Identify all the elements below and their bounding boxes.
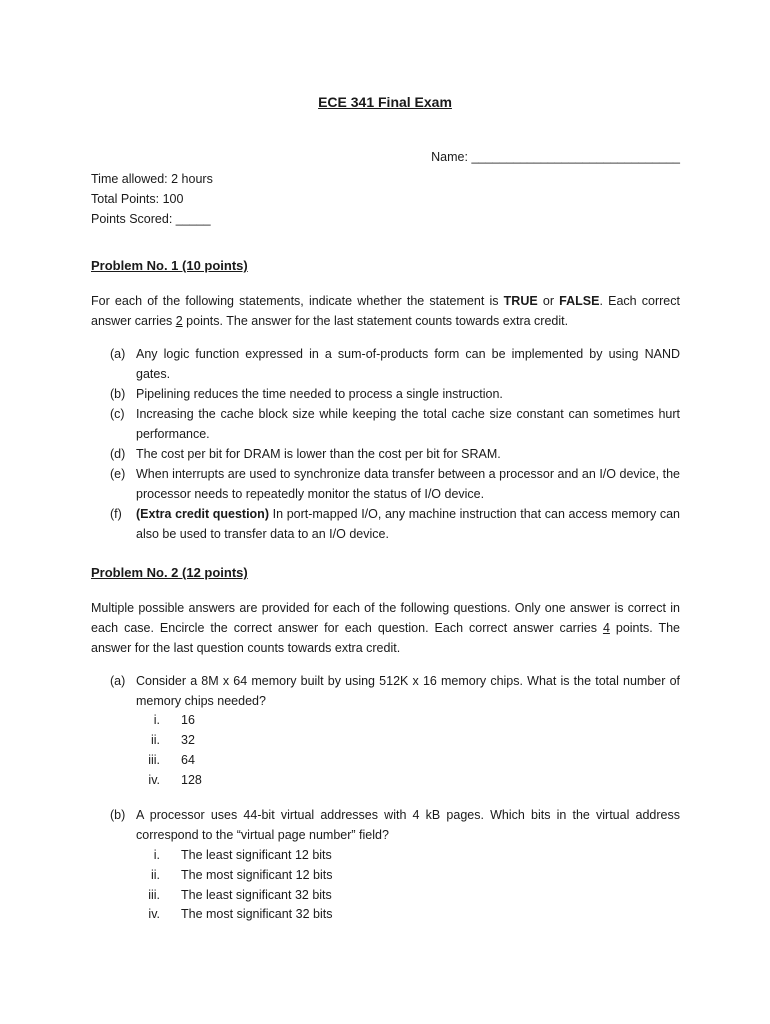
- option-number: iii.: [148, 888, 160, 902]
- p1-intro-c: points. The answer for the last statement counts towards extra credit.: [182, 314, 569, 328]
- statement-label: (f): [110, 507, 122, 521]
- option: [140, 731, 195, 751]
- option: [140, 905, 332, 925]
- extra-credit-tag: (Extra credit question): [136, 507, 269, 521]
- option-text: 16: [181, 713, 195, 727]
- statement-text: When interrupts are used to synchronize data transfer between a processor and an I/O device, the processor needs to repeatedly monitor the status of I/O device.: [136, 467, 680, 501]
- p2-points: 4: [602, 621, 610, 635]
- option-number: ii.: [150, 733, 160, 747]
- p2-intro-a: Multiple possible answers are provided for each of the following questions. Only one answer is correct in each case. Encircle the correct answer for each question. Each correct answer carries: [91, 601, 680, 635]
- option-number: i.: [153, 713, 160, 727]
- problem-2-instructions: [91, 598, 680, 658]
- problem-1-instructions: [91, 291, 680, 331]
- option-number: i.: [153, 848, 160, 862]
- problem-1-heading: Problem No. 1 (10 points): [91, 258, 248, 273]
- statement-d: [110, 444, 680, 464]
- option: [140, 771, 202, 791]
- time-allowed: Time allowed: 2 hours: [91, 172, 213, 186]
- statement-label: (e): [110, 467, 126, 481]
- points-scored: Points Scored: _____: [91, 212, 211, 226]
- option-number: iii.: [148, 753, 160, 767]
- option: [140, 866, 332, 886]
- p1-true: TRUE: [503, 294, 538, 308]
- statement-text: Increasing the cache block size while keeping the total cache size constant can sometimes hurt performance.: [136, 407, 680, 441]
- name-field: [431, 150, 680, 164]
- statement-b: [110, 384, 680, 404]
- statement-text: The cost per bit for DRAM is lower than the cost per bit for SRAM.: [136, 447, 501, 461]
- statement-text: Pipelining reduces the time needed to process a single instruction.: [136, 387, 503, 401]
- statement-text: Any logic function expressed in a sum-of-products form can be implemented by using NAND gates.: [136, 347, 680, 381]
- p1-intro-b: . Each correct answer carries: [91, 294, 680, 328]
- total-points: Total Points: 100: [91, 192, 184, 206]
- statement-a: [110, 344, 680, 384]
- option-number: iv.: [148, 773, 160, 787]
- exam-title: ECE 341 Final Exam: [318, 94, 452, 110]
- statement-label: (b): [110, 387, 126, 401]
- option: [140, 711, 195, 731]
- option-text: 64: [181, 753, 195, 767]
- statement-e: [110, 464, 680, 504]
- statement-text: [136, 504, 680, 544]
- exam-info: [91, 169, 213, 229]
- option-text: 128: [181, 773, 202, 787]
- option-text: The most significant 12 bits: [181, 868, 333, 882]
- option-text: 32: [181, 733, 195, 747]
- option-number: ii.: [150, 868, 160, 882]
- option: [140, 751, 195, 771]
- p1-false: FALSE: [559, 294, 600, 308]
- problem-2-heading: Problem No. 2 (12 points): [91, 565, 248, 580]
- name-blank: ______________________________: [471, 150, 680, 164]
- statement-f-body: In port-mapped I/O, any machine instruction that can access memory can also be used to transfer data to an I/O device.: [136, 507, 681, 541]
- question-text: Consider a 8M x 64 memory built by using 512K x 16 memory chips. What is the total number of memory chips needed?: [136, 674, 680, 708]
- p1-points: 2: [175, 314, 183, 328]
- p1-intro-a: For each of the following statements, indicate whether the statement is: [91, 294, 504, 308]
- option-text: The least significant 32 bits: [181, 888, 332, 902]
- question-label: (a): [110, 674, 126, 688]
- option: [140, 886, 332, 906]
- option-text: The most significant 32 bits: [181, 907, 333, 921]
- statement-label: (d): [110, 447, 126, 461]
- question-text: A processor uses 44-bit virtual addresses with 4 kB pages. Which bits in the virtual address correspond to the “virtual page number” field?: [136, 808, 680, 842]
- p2-intro-b: points. The answer for the last question counts towards extra credit.: [91, 621, 680, 655]
- statement-label: (c): [110, 407, 125, 421]
- statement-label: (a): [110, 347, 126, 361]
- option-number: iv.: [148, 907, 160, 921]
- name-label: Name:: [431, 150, 468, 164]
- option: [140, 846, 332, 866]
- statement-f: [110, 504, 680, 544]
- question-label: (b): [110, 808, 126, 822]
- question-a: [110, 671, 680, 711]
- statement-c: [110, 404, 680, 444]
- p1-intro-or: or: [537, 294, 560, 308]
- question-b: [110, 805, 680, 845]
- option-text: The least significant 12 bits: [181, 848, 332, 862]
